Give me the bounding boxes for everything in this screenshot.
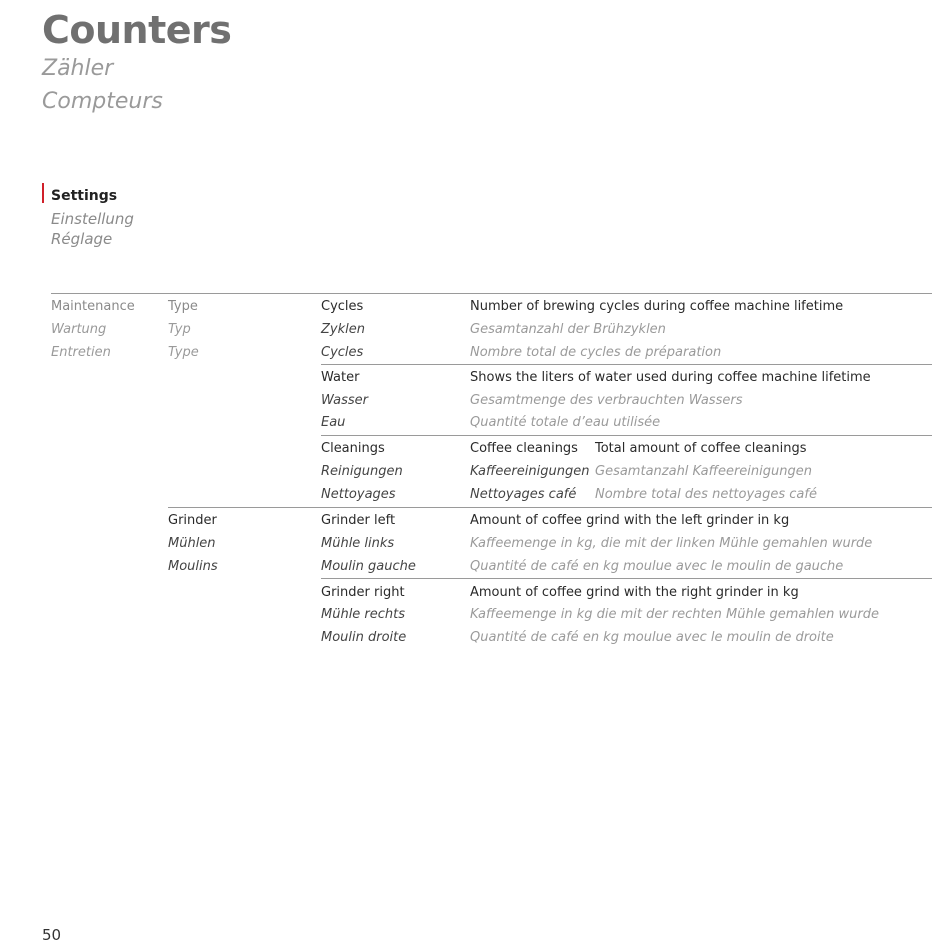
- grinder-left-description: Amount of coffee grind with the left grinder in kg: [470, 513, 790, 528]
- page-number: 50: [42, 926, 62, 944]
- grinder-label: Grinder: [168, 513, 217, 528]
- grinder-label-de: Mühlen: [168, 536, 216, 551]
- water-description-fr: Quantité totale d’eau utilisée: [470, 415, 661, 430]
- cleanings-description-fr: Nombre total des nettoyages café: [595, 487, 817, 502]
- cycles-description-fr: Nombre total de cycles de préparation: [470, 345, 722, 360]
- cleanings-description: Total amount of coffee cleanings: [595, 441, 807, 456]
- cycles-description-de: Gesamtanzahl der Brühzyklen: [470, 322, 666, 337]
- table-top-rule: [51, 293, 932, 294]
- grinder-label-fr: Moulins: [168, 559, 218, 574]
- grinder-right-description-de: Kaffeemenge in kg die mit der rechten Mühle gemahlen wurde: [470, 607, 880, 622]
- coffee-cleanings-label: Coffee cleanings: [470, 441, 578, 456]
- grinder-left-label-fr: Moulin gauche: [321, 559, 416, 574]
- cycles-label: Cycles: [321, 299, 364, 314]
- water-description-de: Gesamtmenge des verbrauchten Wassers: [470, 393, 743, 408]
- grinder-right-description: Amount of coffee grind with the right grinder in kg: [470, 585, 799, 600]
- water-label-fr: Eau: [321, 415, 346, 430]
- section-heading-de: Einstellung: [51, 210, 134, 228]
- grinder-left-description-de: Kaffeemenge in kg, die mit der linken Mühle gemahlen wurde: [470, 536, 873, 551]
- page-title: Counters: [42, 8, 232, 52]
- coffee-cleanings-label-fr: Nettoyages café: [470, 487, 577, 502]
- cleanings-label-fr: Nettoyages: [321, 487, 396, 502]
- grinder-left-label: Grinder left: [321, 513, 396, 528]
- grinder-left-label-de: Mühle links: [321, 536, 395, 551]
- row-divider-grinder: [168, 507, 932, 508]
- cycles-label-fr: Cycles: [321, 345, 364, 360]
- type-label: Type: [168, 299, 198, 314]
- row-divider-cleanings: [321, 435, 932, 436]
- grinder-right-label-de: Mühle rechts: [321, 607, 406, 622]
- cleanings-description-de: Gesamtanzahl Kaffeereinigungen: [595, 464, 812, 479]
- maintenance-label-de: Wartung: [51, 322, 107, 337]
- maintenance-label-fr: Entretien: [51, 345, 111, 360]
- page-title-de: Zähler: [42, 56, 114, 81]
- cleanings-label: Cleanings: [321, 441, 385, 456]
- section-heading-fr: Réglage: [51, 230, 113, 248]
- water-label: Water: [321, 370, 360, 385]
- type-label-de: Typ: [168, 322, 191, 337]
- cycles-description: Number of brewing cycles during coffee machine lifetime: [470, 299, 844, 314]
- type-label-fr: Type: [168, 345, 199, 360]
- grinder-right-description-fr: Quantité de café en kg moulue avec le moulin de droite: [470, 630, 834, 645]
- page-title-fr: Compteurs: [42, 89, 163, 114]
- grinder-right-label-fr: Moulin droite: [321, 630, 407, 645]
- section-heading: Settings: [51, 188, 118, 204]
- grinder-right-label: Grinder right: [321, 585, 405, 600]
- water-description: Shows the liters of water used during coffee machine lifetime: [470, 370, 871, 385]
- row-divider-grinder-right: [321, 578, 932, 579]
- cycles-label-de: Zyklen: [321, 322, 365, 337]
- water-label-de: Wasser: [321, 393, 368, 408]
- maintenance-label: Maintenance: [51, 299, 135, 314]
- cleanings-label-de: Reinigungen: [321, 464, 403, 479]
- coffee-cleanings-label-de: Kaffeereinigungen: [470, 464, 590, 479]
- section-accent-bar: [42, 183, 44, 203]
- grinder-left-description-fr: Quantité de café en kg moulue avec le moulin de gauche: [470, 559, 844, 574]
- row-divider-water: [321, 364, 932, 365]
